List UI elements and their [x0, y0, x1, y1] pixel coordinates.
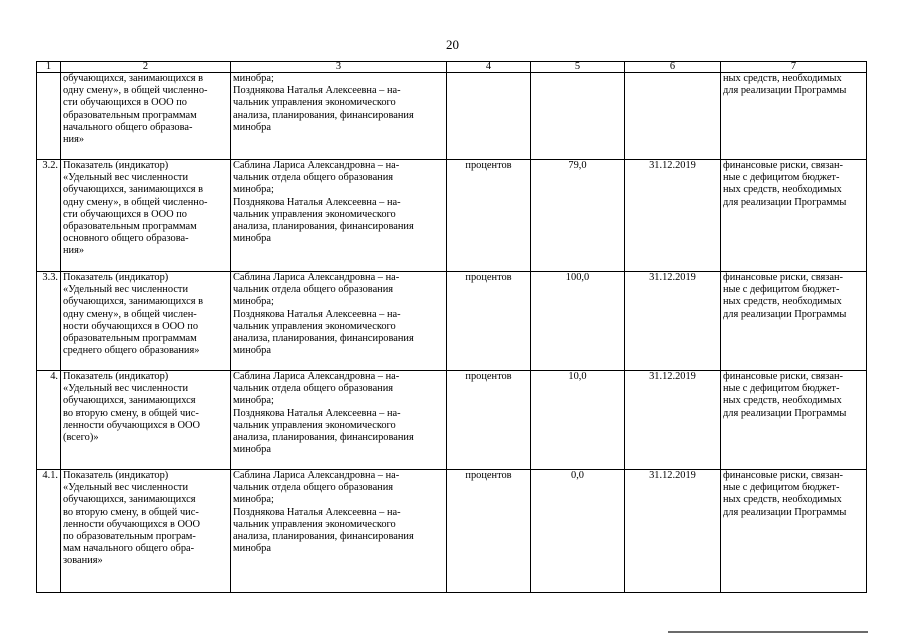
value-text: 10,0: [568, 371, 587, 382]
responsible-cell: [231, 272, 447, 371]
responsible-cell: [231, 160, 447, 272]
indicator-text: Показатель (индикатор) «Удельный вес численности обучающихся, занимающихся во вторую смену, в общей чис- ленности обучающихся в ООО (всего)»: [63, 371, 201, 444]
row-number-text: 3.2.: [42, 160, 58, 171]
row-number-text: 3.3.: [42, 272, 58, 283]
unit-text: процентов: [465, 470, 512, 481]
row-number: [37, 73, 61, 160]
risks-cell: [721, 470, 867, 593]
date-text: 31.12.2019: [649, 470, 696, 481]
row-number: [37, 160, 61, 272]
date-text: 31.12.2019: [649, 371, 696, 382]
risks-text: ных средств, необходимых для реализации Программы: [723, 73, 847, 97]
table-row: [37, 160, 867, 272]
risks-text: финансовые риски, связан- ные с дефицитом бюджет- ных средств, необходимых для реализации Программы: [723, 470, 847, 518]
date-text: 31.12.2019: [649, 160, 696, 171]
value-cell: [531, 73, 625, 160]
row-number: [37, 470, 61, 593]
responsible-cell: [231, 73, 447, 160]
value-text: 100,0: [565, 272, 590, 283]
row-number: [37, 371, 61, 470]
risks-cell: [721, 73, 867, 160]
indicator-cell: [61, 272, 231, 371]
row-number-text: 4.: [50, 371, 58, 382]
value-text: 79,0: [568, 160, 587, 171]
value-cell: [531, 371, 625, 470]
row-number: [37, 272, 61, 371]
header-col-2: 2: [61, 62, 231, 73]
indicator-cell: [61, 371, 231, 470]
responsible-cell: [231, 470, 447, 593]
value-cell: [531, 272, 625, 371]
risks-cell: [721, 371, 867, 470]
indicator-cell: [61, 160, 231, 272]
table-row: [37, 371, 867, 470]
indicators-table: [36, 61, 867, 593]
risks-text: финансовые риски, связан- ные с дефицитом бюджет- ных средств, необходимых для реализации Программы: [723, 272, 847, 320]
header-col-7: 7: [721, 62, 867, 73]
date-cell: [625, 73, 721, 160]
unit-cell: [447, 470, 531, 593]
table-row: [37, 470, 867, 593]
unit-cell: [447, 73, 531, 160]
header-col-5: 5: [531, 62, 625, 73]
unit-cell: [447, 371, 531, 470]
value-cell: [531, 160, 625, 272]
unit-text: процентов: [465, 371, 512, 382]
unit-text: процентов: [465, 272, 512, 283]
risks-cell: [721, 160, 867, 272]
indicator-text: Показатель (индикатор) «Удельный вес численности обучающихся, занимающихся во вторую смену, в общей чис- ленности обучающихся в ООО по образовательным програм- мам начального общего обра- зования»: [63, 470, 201, 567]
date-cell: [625, 160, 721, 272]
indicator-text: Показатель (индикатор) «Удельный вес численности обучающихся, занимающихся в одну смену», в общей численно- сти обучающихся в ООО по образовательным программам основного общего образова- ния»: [63, 160, 208, 257]
indicator-cell: [61, 470, 231, 593]
header-col-6: 6: [625, 62, 721, 73]
indicator-text: обучающихся, занимающихся в одну смену», в общей численно- сти обучающихся в ООО по образовательным программам начального общего образова- ния»: [63, 73, 208, 146]
unit-cell: [447, 160, 531, 272]
table-row: [37, 73, 867, 160]
value-cell: [531, 470, 625, 593]
date-cell: [625, 371, 721, 470]
responsible-cell: [231, 371, 447, 470]
header-col-1: 1: [37, 62, 61, 73]
unit-text: процентов: [465, 160, 512, 171]
scan-edge-line: [668, 631, 868, 633]
unit-cell: [447, 272, 531, 371]
header-row: [37, 62, 867, 73]
responsible-text: Саблина Лариса Александровна – на- чальник отдела общего образования минобра; Позднякова Наталья Алексеевна – на- чальник управления экономического анализа, планирования, финансирования минобра: [233, 470, 414, 555]
responsible-text: минобра; Позднякова Наталья Алексеевна – на- чальник управления экономического анализа, планирования, финансирования минобра: [233, 73, 414, 133]
row-number-text: 4.1.: [42, 470, 58, 481]
date-cell: [625, 272, 721, 371]
indicator-text: Показатель (индикатор) «Удельный вес численности обучающихся, занимающихся в одну смену», в общей числен- ности обучающихся в ООО по образовательным программам среднего общего образования»: [63, 272, 203, 357]
date-cell: [625, 470, 721, 593]
risks-text: финансовые риски, связан- ные с дефицитом бюджет- ных средств, необходимых для реализации Программы: [723, 160, 847, 208]
header-col-3: 3: [231, 62, 447, 73]
date-text: 31.12.2019: [649, 272, 696, 283]
indicator-cell: [61, 73, 231, 160]
value-text: 0,0: [571, 470, 584, 481]
risks-text: финансовые риски, связан- ные с дефицитом бюджет- ных средств, необходимых для реализации Программы: [723, 371, 847, 419]
header-col-4: 4: [447, 62, 531, 73]
page-number: 20: [446, 37, 459, 52]
risks-cell: [721, 272, 867, 371]
responsible-text: Саблина Лариса Александровна – на- чальник отдела общего образования минобра; Позднякова Наталья Алексеевна – на- чальник управления экономического анализа, планирования, финансирования минобра: [233, 272, 414, 357]
responsible-text: Саблина Лариса Александровна – на- чальник отдела общего образования минобра; Позднякова Наталья Алексеевна – на- чальник управления экономического анализа, планирования, финансирования минобра: [233, 371, 414, 456]
responsible-text: Саблина Лариса Александровна – на- чальник отдела общего образования минобра; Позднякова Наталья Алексеевна – на- чальник управления экономического анализа, планирования, финансирования минобра: [233, 160, 414, 245]
table-row: [37, 272, 867, 371]
